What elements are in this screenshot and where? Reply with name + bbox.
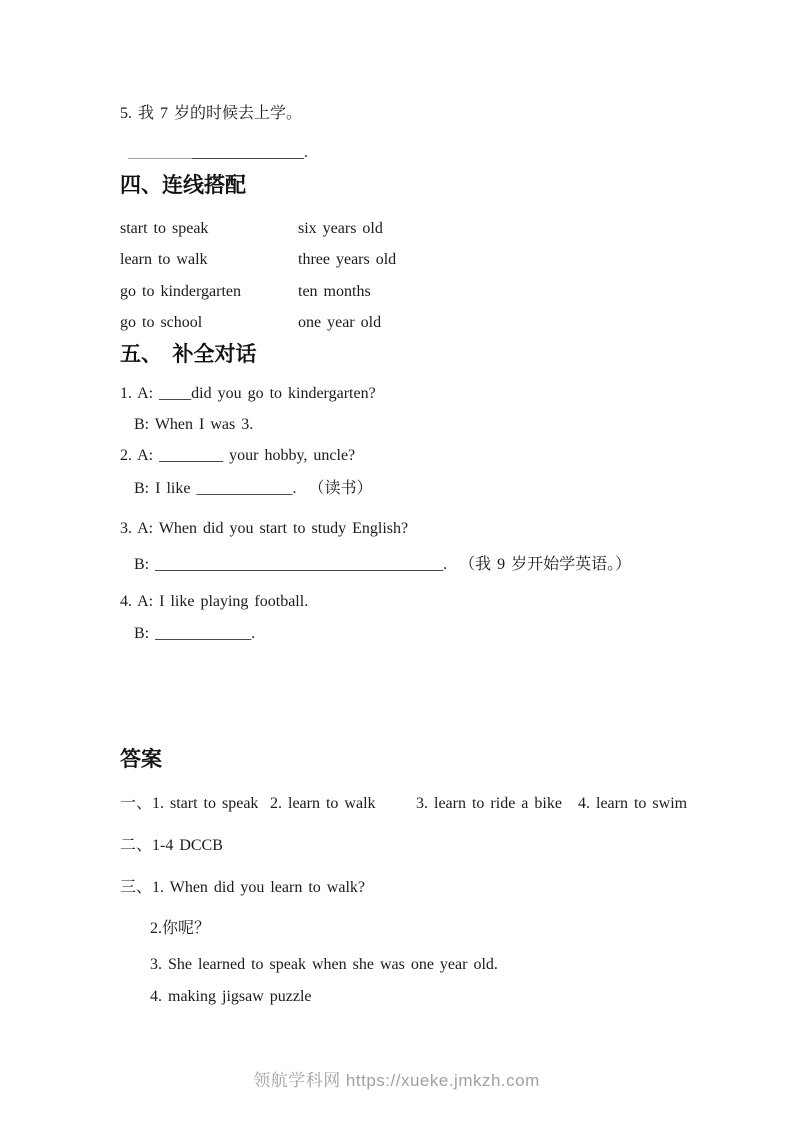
dialog-line-4a: 4. A: I like playing football. [120,593,309,610]
answers-row-2-text: 1-4 DCCB [152,837,223,854]
match-row [120,282,720,301]
dialog-line-1b: B: When I was 3. [134,416,254,433]
section-5-heading: 五、 补全对话 [120,343,257,366]
match-right-item: one year old [298,314,382,331]
answers-row-3-item: 2.你呢？ [150,920,211,937]
dialog-line-2b: B: I like ____________. （读书） [134,480,373,497]
match-left-item: go to school [120,314,203,331]
answers-row-1-item: 2. learn to walk [270,795,376,812]
answers-row-2-label: 二、 [120,837,153,854]
dialog-line-4b: B: ____________. [134,625,256,642]
answers-row-1 [120,794,687,813]
match-right-item: six years old [298,220,383,237]
translate-item-5: 5. 我 7 岁的时候去上学。 [120,105,303,122]
match-row [120,219,720,238]
answers-row-3-label: 三、 [120,879,153,896]
blank-segment-dark: ______________ [192,144,304,161]
answers-row-3-item: 3. She learned to speak when she was one year old. [150,956,498,973]
answers-row-3 [120,878,365,897]
match-right-item: ten months [298,283,371,300]
answers-row-1-item: 1. start to speak [152,795,259,812]
answers-row-1-item: 4. learn to swim [578,795,688,812]
dialog-line-1a: 1. A: ____did you go to kindergarten? [120,385,376,402]
match-left-item: go to kindergarten [120,283,242,300]
answer-blank-line [128,143,308,162]
section-4-heading: 四、连线搭配 [120,174,246,197]
blank-period: . [304,144,308,161]
answers-heading: 答案 [120,748,162,771]
blank-segment-light: ________ [128,144,192,161]
site-watermark: 领航学科网 https://xueke.jmkzh.com [253,1071,540,1090]
match-row [120,250,720,269]
answers-row-1-item: 3. learn to ride a bike [416,795,562,812]
match-left-item: start to speak [120,220,209,237]
dialog-line-2a: 2. A: ________ your hobby, uncle? [120,447,356,464]
answers-row-3-item: 4. making jigsaw puzzle [150,988,312,1005]
dialog-line-3a: 3. A: When did you start to study English? [120,520,409,537]
answers-row-2 [120,836,223,855]
match-right-item: three years old [298,251,397,268]
answers-row-3-item: 1. When did you learn to walk? [152,879,365,896]
match-left-item: learn to walk [120,251,208,268]
match-row [120,313,720,332]
dialog-line-3b: B: ____________________________________. （我 9 岁开始学英语。） [134,556,632,573]
answers-row-1-label: 一、 [120,795,153,812]
